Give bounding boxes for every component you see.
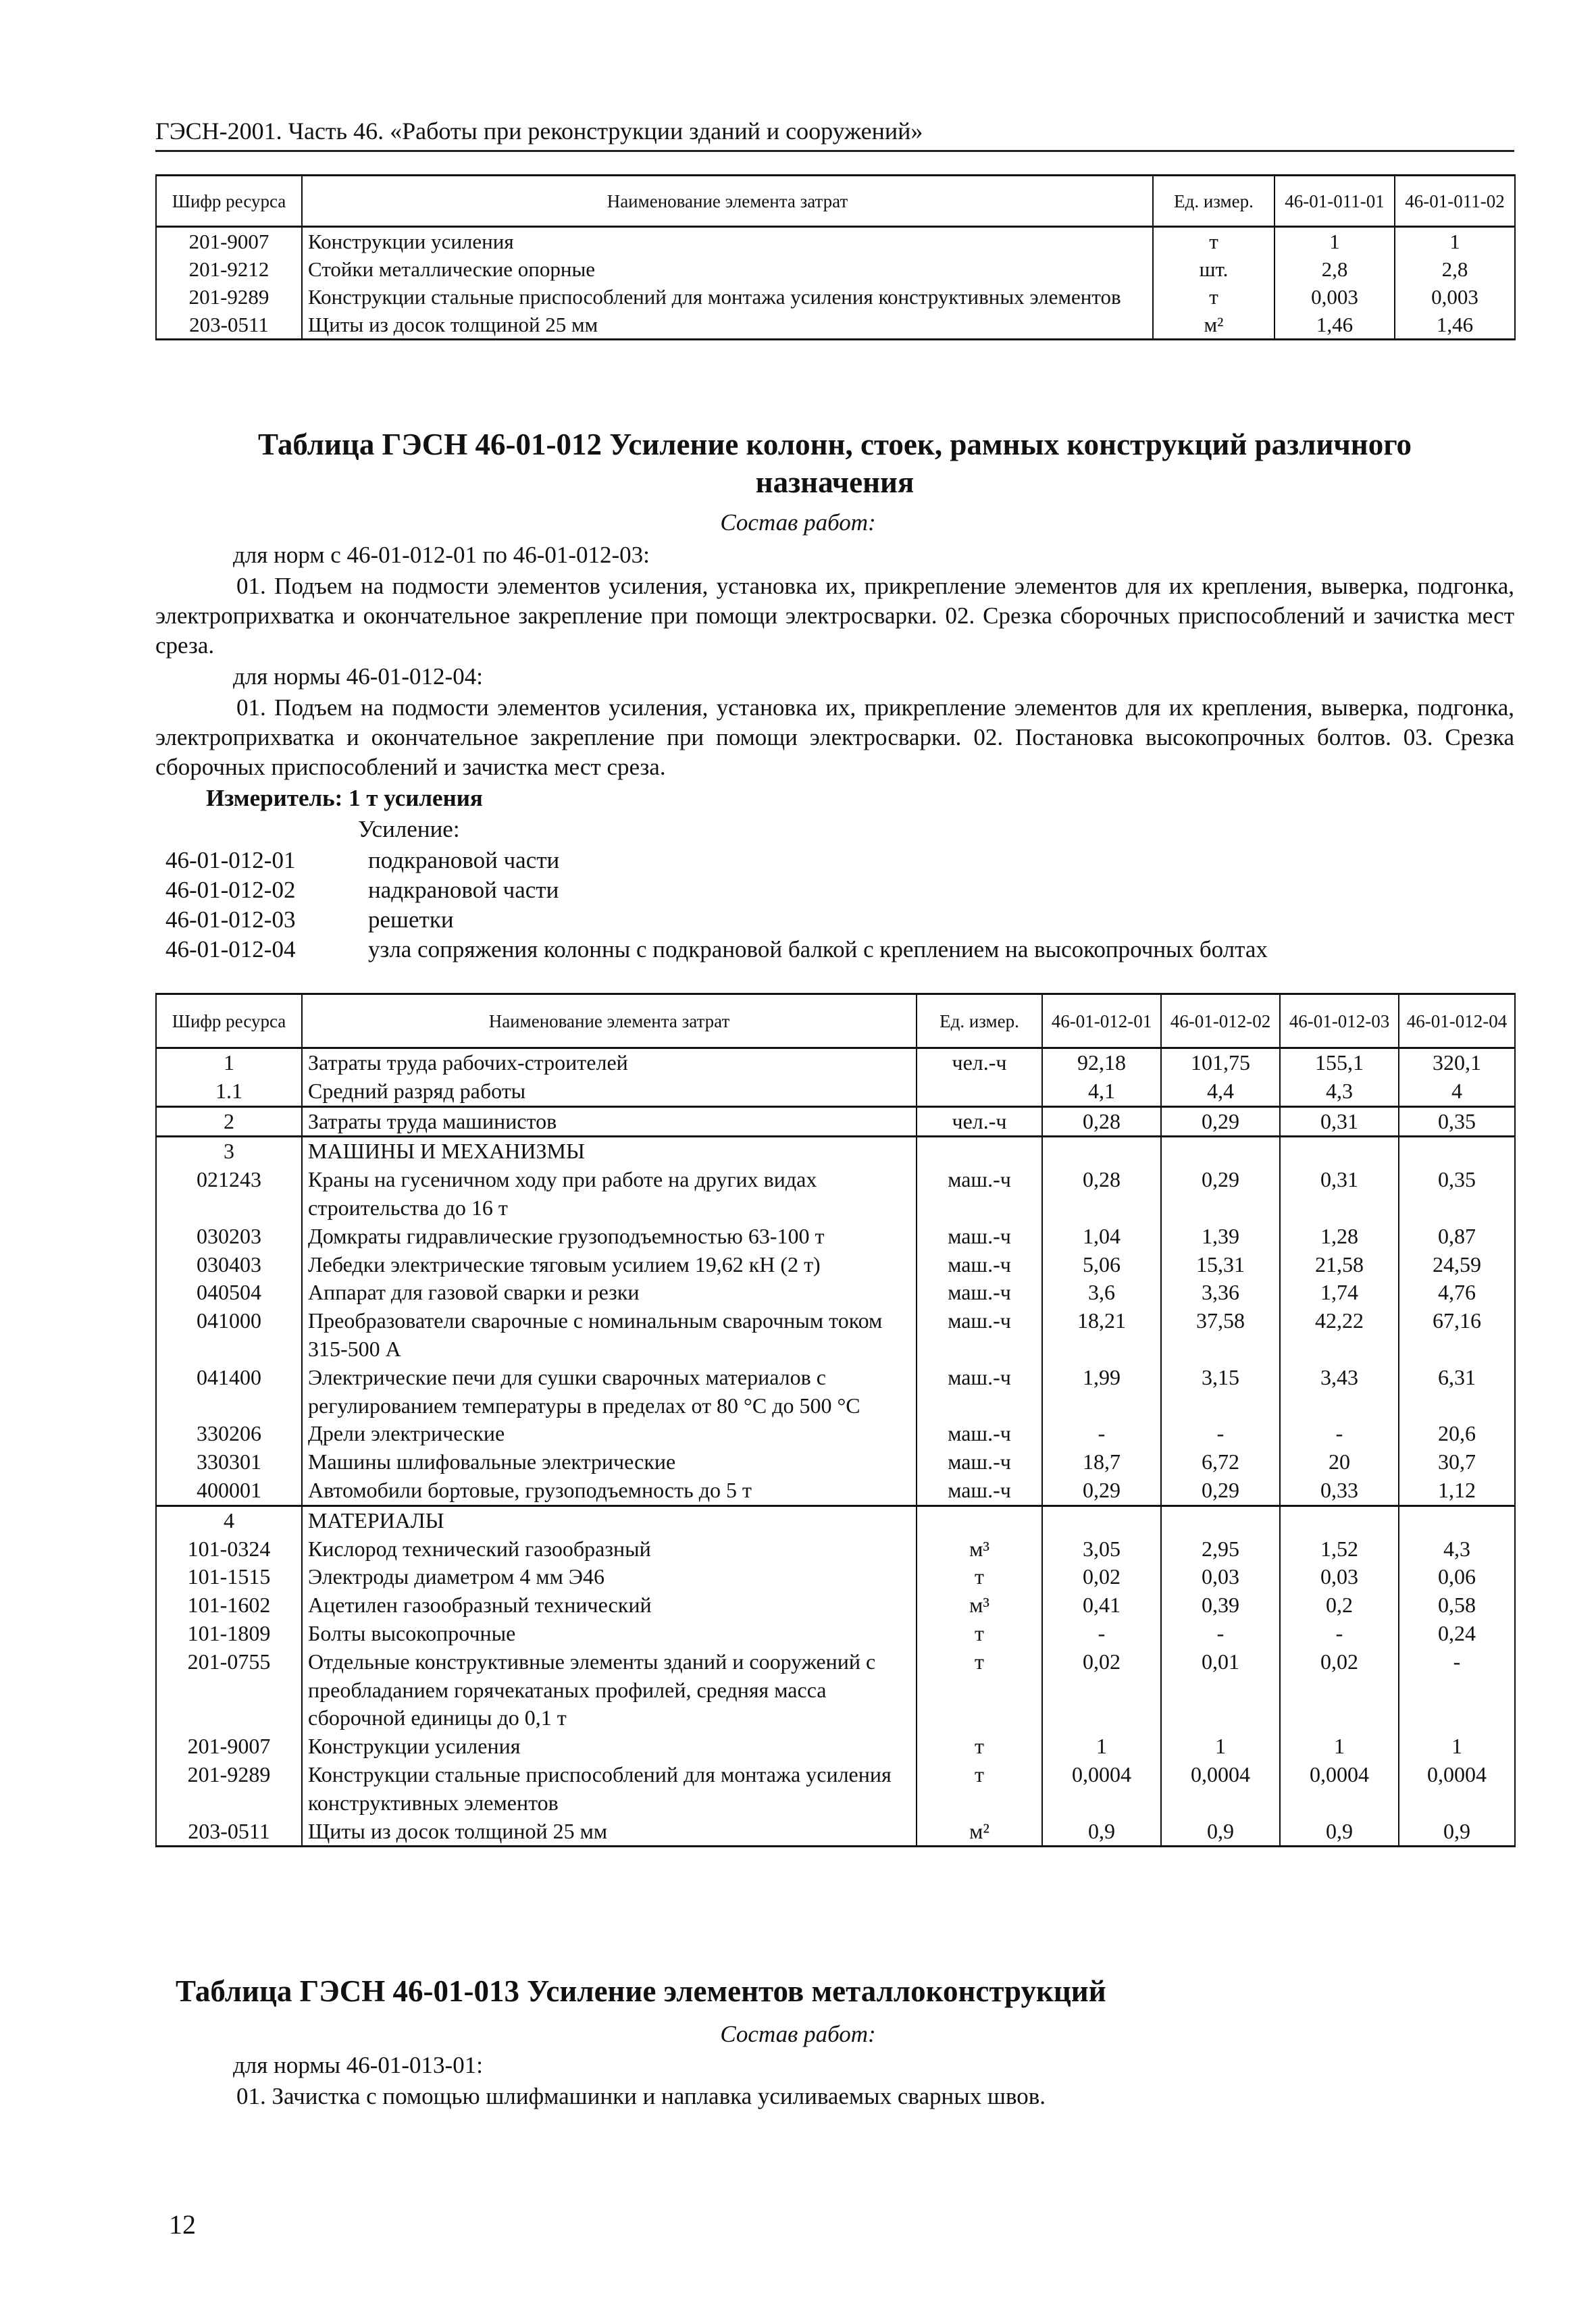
cell-name: Краны на гусеничном ходу при работе на других видах строительства до 16 т — [302, 1166, 917, 1223]
cell-value: 0,01 — [1161, 1648, 1280, 1732]
cell-value: 4,4 — [1161, 1077, 1280, 1106]
table-row — [156, 1364, 1515, 1420]
cell-value — [1042, 1137, 1161, 1166]
cell-name: Ацетилен газообразный технический — [302, 1591, 917, 1620]
col-header-unit: Ед. измер. — [1153, 176, 1275, 227]
cell-value: 0,9 — [1280, 1818, 1399, 1847]
cell-value: 1 — [1395, 227, 1515, 256]
resource-table-012 — [155, 993, 1516, 1847]
cell-value: 0,02 — [1042, 1563, 1161, 1591]
page-number: 12 — [169, 2209, 196, 2240]
table-row — [156, 1279, 1515, 1307]
cell-name: МАШИНЫ И МЕХАНИЗМЫ — [302, 1137, 917, 1166]
norm-text: узла сопряжения колонны с подкрановой балкой с креплением на высокопрочных болтах — [368, 936, 1268, 962]
cell-code: 101-0324 — [156, 1535, 302, 1564]
cell-value: 0,2 — [1280, 1591, 1399, 1620]
section-title-line: назначения — [755, 465, 915, 499]
cell-value: 30,7 — [1399, 1448, 1515, 1476]
cell-code: 201-9289 — [156, 1761, 302, 1818]
col-header-norm: 46-01-011-01 — [1275, 176, 1395, 227]
norms-list — [165, 846, 1516, 965]
cell-unit: маш.-ч — [917, 1307, 1042, 1364]
cell-name: Электрические печи для сушки сварочных материалов с регулированием температуры в пределах от 80 °С до 500 °С — [302, 1364, 917, 1420]
cell-code: 330206 — [156, 1420, 302, 1448]
cell-name: Домкраты гидравлические грузоподъемностью 63-100 т — [302, 1223, 917, 1251]
col-header-norm: 46-01-012-02 — [1161, 994, 1280, 1048]
cell-value: 155,1 — [1280, 1048, 1399, 1077]
cell-value: 0,35 — [1399, 1166, 1515, 1223]
norm-code: 46-01-012-03 — [165, 906, 296, 933]
cell-value: 0,29 — [1161, 1476, 1280, 1506]
cell-code: 203-0511 — [156, 1818, 302, 1847]
cell-value: 0,9 — [1161, 1818, 1280, 1847]
cell-value: 1,04 — [1042, 1223, 1161, 1251]
cell-value: 42,22 — [1280, 1307, 1399, 1364]
table-row — [156, 1818, 1515, 1847]
cell-code: 203-0511 — [156, 311, 302, 340]
cell-unit: т — [917, 1761, 1042, 1818]
cell-value: 15,31 — [1161, 1251, 1280, 1279]
cell-value: 0,06 — [1399, 1563, 1515, 1591]
cell-code: 101-1602 — [156, 1591, 302, 1620]
norm-text: надкрановой части — [368, 877, 559, 903]
cell-name: МАТЕРИАЛЫ — [302, 1506, 917, 1535]
cell-unit: чел.-ч — [917, 1048, 1042, 1077]
cell-unit: маш.-ч — [917, 1166, 1042, 1223]
table-row — [156, 1476, 1515, 1506]
cell-name: Кислород технический газообразный — [302, 1535, 917, 1564]
cell-code: 400001 — [156, 1476, 302, 1506]
section-title — [155, 426, 1514, 501]
col-header-norm: 46-01-012-03 — [1280, 994, 1399, 1048]
cell-value: 20,6 — [1399, 1420, 1515, 1448]
cell-value: 0,0004 — [1280, 1761, 1399, 1818]
col-header-norm: 46-01-012-04 — [1399, 994, 1515, 1048]
cell-value: 0,58 — [1399, 1591, 1515, 1620]
cell-value: 1,74 — [1280, 1279, 1399, 1307]
table-row — [156, 1137, 1515, 1166]
cell-name: Машины шлифовальные электрические — [302, 1448, 917, 1476]
cell-value: 6,31 — [1399, 1364, 1515, 1420]
cell-value: 3,36 — [1161, 1279, 1280, 1307]
table-row — [156, 1223, 1515, 1251]
cell-value: 0,39 — [1161, 1591, 1280, 1620]
cell-value: 0,02 — [1280, 1648, 1399, 1732]
cell-unit: маш.-ч — [917, 1420, 1042, 1448]
cell-value: 0,03 — [1280, 1563, 1399, 1591]
cell-value: - — [1399, 1648, 1515, 1732]
cell-value: 0,0004 — [1399, 1761, 1515, 1818]
cell-unit — [917, 1137, 1042, 1166]
cell-name: Отдельные конструктивные элементы зданий и сооружений с преобладанием горячекатаных профилей, средняя масса сборочной единицы до 0,1 т — [302, 1648, 917, 1732]
cell-value: - — [1042, 1420, 1161, 1448]
col-header-norm: 46-01-011-02 — [1395, 176, 1515, 227]
table-row — [156, 1506, 1515, 1535]
cell-unit: м² — [1153, 311, 1275, 340]
cell-value: 1,39 — [1161, 1223, 1280, 1251]
table-row — [156, 1448, 1515, 1476]
cell-name: Затраты труда машинистов — [302, 1106, 917, 1137]
table-row — [156, 1420, 1515, 1448]
cell-name: Щиты из досок толщиной 25 мм — [302, 311, 1153, 340]
cell-value: 0,24 — [1399, 1620, 1515, 1648]
cell-code: 330301 — [156, 1448, 302, 1476]
cell-value — [1161, 1506, 1280, 1535]
cell-value: 0,003 — [1275, 283, 1395, 311]
cell-value: 4,3 — [1280, 1077, 1399, 1106]
cell-value: 18,21 — [1042, 1307, 1161, 1364]
cell-name: Электроды диаметром 4 мм Э46 — [302, 1563, 917, 1591]
cell-name: Конструкции стальные приспособлений для монтажа усиления конструктивных элементов — [302, 283, 1153, 311]
cell-code: 3 — [156, 1137, 302, 1166]
cell-code: 101-1809 — [156, 1620, 302, 1648]
list-item — [165, 846, 1516, 875]
cell-value: 3,6 — [1042, 1279, 1161, 1307]
cell-value — [1042, 1506, 1161, 1535]
cell-code: 041400 — [156, 1364, 302, 1420]
table-row — [156, 1307, 1515, 1364]
cell-code: 201-9007 — [156, 227, 302, 256]
cell-value: 6,72 — [1161, 1448, 1280, 1476]
cell-value: 0,003 — [1395, 283, 1515, 311]
table-row — [156, 311, 1515, 340]
table-row — [156, 1251, 1515, 1279]
cell-code: 201-9289 — [156, 283, 302, 311]
cell-code: 1.1 — [156, 1077, 302, 1106]
cell-value: 0,41 — [1042, 1591, 1161, 1620]
cell-value: - — [1161, 1620, 1280, 1648]
cell-code: 201-0755 — [156, 1648, 302, 1732]
table-row — [156, 1563, 1515, 1591]
cell-value: 24,59 — [1399, 1251, 1515, 1279]
cell-unit: маш.-ч — [917, 1364, 1042, 1420]
cell-code: 2 — [156, 1106, 302, 1137]
cell-value: 0,87 — [1399, 1223, 1515, 1251]
cell-unit: м³ — [917, 1535, 1042, 1564]
cell-value: 20 — [1280, 1448, 1399, 1476]
cell-value: 21,58 — [1280, 1251, 1399, 1279]
cell-value: 2,95 — [1161, 1535, 1280, 1564]
cell-value: 1,46 — [1275, 311, 1395, 340]
section-title: Таблица ГЭСН 46-01-013 Усиление элементов металлоконструкций — [176, 1974, 1106, 2008]
col-header-name: Наименование элемента затрат — [302, 994, 917, 1048]
table-row — [156, 1620, 1515, 1648]
cell-value — [1161, 1137, 1280, 1166]
cell-code: 1 — [156, 1048, 302, 1077]
norms-range-label: для нормы 46-01-013-01: — [233, 2052, 483, 2078]
cell-value: 1,12 — [1399, 1476, 1515, 1506]
cell-name: Преобразователи сварочные с номинальным сварочным током 315-500 А — [302, 1307, 917, 1364]
cell-value — [1399, 1137, 1515, 1166]
cell-code: 030203 — [156, 1223, 302, 1251]
cell-code: 4 — [156, 1506, 302, 1535]
cell-unit: маш.-ч — [917, 1448, 1042, 1476]
cell-value: 0,28 — [1042, 1166, 1161, 1223]
cell-unit: т — [917, 1563, 1042, 1591]
cell-value: 1 — [1399, 1732, 1515, 1761]
cell-value: 1,52 — [1280, 1535, 1399, 1564]
cell-value: 0,28 — [1042, 1106, 1161, 1137]
cell-code: 041000 — [156, 1307, 302, 1364]
cell-unit: маш.-ч — [917, 1223, 1042, 1251]
cell-value: 0,31 — [1280, 1166, 1399, 1223]
cell-unit: т — [1153, 227, 1275, 256]
cell-value: 18,7 — [1042, 1448, 1161, 1476]
cell-unit: т — [917, 1732, 1042, 1761]
norm-code: 46-01-012-01 — [165, 847, 296, 873]
cell-name: Аппарат для газовой сварки и резки — [302, 1279, 917, 1307]
cell-value — [1399, 1506, 1515, 1535]
cell-value: 37,58 — [1161, 1307, 1280, 1364]
cell-code: 021243 — [156, 1166, 302, 1223]
work-composition-text: 01. Подъем на подмости элементов усиления, установка их, прикрепление элементов для их крепления, выверка, подгонка, электроприхватка и окончательное закрепление при помощи электросварки. 02. Постановка высокопрочных болтов. 03. Срезка сборочных приспособлений и зачистка мест среза. — [155, 694, 1514, 780]
cell-name: Автомобили бортовые, грузоподъемность до 5 т — [302, 1476, 917, 1506]
norms-range-label: для норм с 46-01-012-01 по 46-01-012-03: — [233, 542, 650, 568]
cell-unit — [917, 1506, 1042, 1535]
cell-value: 0,0004 — [1042, 1761, 1161, 1818]
cell-value: 101,75 — [1161, 1048, 1280, 1077]
cell-value: 320,1 — [1399, 1048, 1515, 1077]
cell-unit: маш.-ч — [917, 1251, 1042, 1279]
cell-name: Дрели электрические — [302, 1420, 917, 1448]
cell-value: 0,9 — [1399, 1818, 1515, 1847]
cell-value: - — [1042, 1620, 1161, 1648]
cell-value: - — [1280, 1620, 1399, 1648]
table-row — [156, 1106, 1515, 1137]
cell-name: Лебедки электрические тяговым усилием 19,62 кН (2 т) — [302, 1251, 917, 1279]
cell-value: 4 — [1399, 1077, 1515, 1106]
cell-unit: маш.-ч — [917, 1279, 1042, 1307]
norms-range-label: для нормы 46-01-012-04: — [233, 663, 483, 690]
composition-label: Состав работ: — [720, 509, 876, 536]
resource-table-011 — [155, 174, 1516, 340]
list-item — [165, 905, 1516, 935]
cell-value: 0,35 — [1399, 1106, 1515, 1137]
cell-name: Конструкции усиления — [302, 1732, 917, 1761]
cell-name: Болты высокопрочные — [302, 1620, 917, 1648]
cell-value: 5,06 — [1042, 1251, 1161, 1279]
cell-value: 1 — [1042, 1732, 1161, 1761]
cell-value: 0,0004 — [1161, 1761, 1280, 1818]
cell-value: 4,1 — [1042, 1077, 1161, 1106]
col-header-code: Шифр ресурса — [156, 994, 302, 1048]
cell-code: 030403 — [156, 1251, 302, 1279]
cell-code: 101-1515 — [156, 1563, 302, 1591]
norm-code: 46-01-012-04 — [165, 936, 296, 962]
cell-unit: маш.-ч — [917, 1476, 1042, 1506]
norm-text: решетки — [368, 906, 454, 933]
list-item — [165, 935, 1516, 965]
cell-unit — [917, 1077, 1042, 1106]
cell-value: 0,9 — [1042, 1818, 1161, 1847]
cell-value — [1280, 1137, 1399, 1166]
cell-value: 2,8 — [1395, 255, 1515, 283]
cell-name: Стойки металлические опорные — [302, 255, 1153, 283]
col-header-unit: Ед. измер. — [917, 994, 1042, 1048]
cell-value: 1,46 — [1395, 311, 1515, 340]
cell-code: 040504 — [156, 1279, 302, 1307]
table-row — [156, 1648, 1515, 1732]
cell-value: 1,28 — [1280, 1223, 1399, 1251]
section-title-line: Таблица ГЭСН 46-01-012 Усиление колонн, стоек, рамных конструкций различного — [257, 428, 1412, 461]
cell-value: 0,33 — [1280, 1476, 1399, 1506]
cell-unit: м³ — [917, 1591, 1042, 1620]
table-row — [156, 1166, 1515, 1223]
cell-value: 0,31 — [1280, 1106, 1399, 1137]
list-item — [165, 875, 1516, 905]
table-row — [156, 1535, 1515, 1564]
norm-code: 46-01-012-02 — [165, 877, 296, 903]
cell-value — [1280, 1506, 1399, 1535]
cell-value: 3,05 — [1042, 1535, 1161, 1564]
work-composition-text: 01. Зачистка с помощью шлифмашинки и наплавка усиливаемых сварных швов. — [236, 2083, 1046, 2109]
cell-value: 2,8 — [1275, 255, 1395, 283]
table-row — [156, 1591, 1515, 1620]
cell-value: 0,29 — [1161, 1166, 1280, 1223]
table-row — [156, 255, 1515, 283]
cell-value: - — [1280, 1420, 1399, 1448]
table-row — [156, 283, 1515, 311]
running-header: ГЭСН-2001. Часть 46. «Работы при реконструкции зданий и сооружений» — [155, 116, 1514, 152]
cell-value: 1 — [1280, 1732, 1399, 1761]
cell-value: 0,29 — [1042, 1476, 1161, 1506]
cell-unit: м² — [917, 1818, 1042, 1847]
cell-unit: чел.-ч — [917, 1106, 1042, 1137]
cell-unit: шт. — [1153, 255, 1275, 283]
cell-value: 67,16 — [1399, 1307, 1515, 1364]
cell-unit: т — [917, 1648, 1042, 1732]
col-header-name: Наименование элемента затрат — [302, 176, 1153, 227]
cell-name: Конструкции стальные приспособлений для монтажа усиления конструктивных элементов — [302, 1761, 917, 1818]
cell-value: 92,18 — [1042, 1048, 1161, 1077]
col-header-code: Шифр ресурса — [156, 176, 302, 227]
table-row — [156, 227, 1515, 256]
table-row — [156, 1077, 1515, 1106]
cell-value: 1,99 — [1042, 1364, 1161, 1420]
cell-value: 3,15 — [1161, 1364, 1280, 1420]
cell-value: 1 — [1161, 1732, 1280, 1761]
norm-text: подкрановой части — [368, 847, 560, 873]
meter-label: Измеритель: 1 т усиления — [206, 785, 483, 811]
cell-value: - — [1161, 1420, 1280, 1448]
cell-value: 4,76 — [1399, 1279, 1515, 1307]
reinforcement-label: Усиление: — [358, 816, 460, 842]
composition-label: Состав работ: — [720, 2021, 876, 2047]
cell-name: Средний разряд работы — [302, 1077, 917, 1106]
cell-unit: т — [917, 1620, 1042, 1648]
table-row — [156, 1761, 1515, 1818]
cell-name: Конструкции усиления — [302, 227, 1153, 256]
cell-name: Щиты из досок толщиной 25 мм — [302, 1818, 917, 1847]
cell-unit: т — [1153, 283, 1275, 311]
cell-code: 201-9007 — [156, 1732, 302, 1761]
cell-value: 3,43 — [1280, 1364, 1399, 1420]
cell-code: 201-9212 — [156, 255, 302, 283]
cell-name: Затраты труда рабочих-строителей — [302, 1048, 917, 1077]
col-header-norm: 46-01-012-01 — [1042, 994, 1161, 1048]
cell-value: 1 — [1275, 227, 1395, 256]
cell-value: 0,29 — [1161, 1106, 1280, 1137]
work-composition-text: 01. Подъем на подмости элементов усиления, установка их, прикрепление элементов для их крепления, выверка, подгонка, электроприхватка и окончательное закрепление при помощи электросварки. 02. Срезка сборочных приспособлений и зачистка мест среза. — [155, 573, 1514, 659]
cell-value: 4,3 — [1399, 1535, 1515, 1564]
cell-value: 0,02 — [1042, 1648, 1161, 1732]
table-row — [156, 1048, 1515, 1077]
table-row — [156, 1732, 1515, 1761]
cell-value: 0,03 — [1161, 1563, 1280, 1591]
